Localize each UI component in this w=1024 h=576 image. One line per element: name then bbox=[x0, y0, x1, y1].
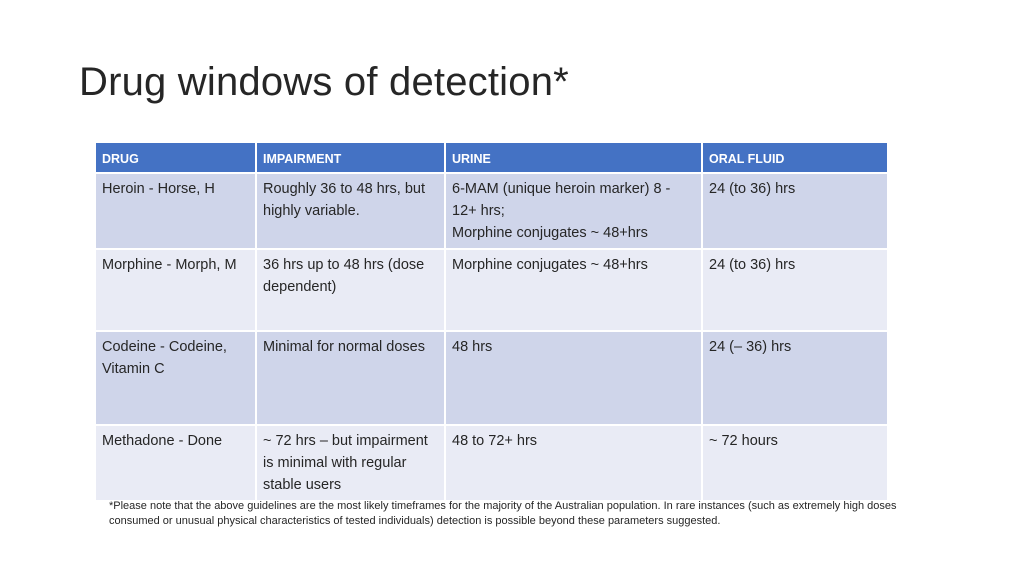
slide-title: Drug windows of detection* bbox=[79, 60, 569, 104]
header-impairment: IMPAIRMENT bbox=[256, 142, 445, 173]
header-drug: DRUG bbox=[95, 142, 256, 173]
table-header-row bbox=[95, 142, 888, 173]
cell-drug: Heroin - Horse, H bbox=[95, 173, 256, 249]
cell-drug: Morphine - Morph, M bbox=[95, 249, 256, 331]
cell-oral-fluid: ~ 72 hours bbox=[702, 425, 888, 501]
cell-urine-line: Morphine conjugates ~ 48+hrs bbox=[452, 225, 648, 241]
cell-oral-fluid: 24 (to 36) hrs bbox=[702, 249, 888, 331]
cell-drug: Codeine - Codeine, Vitamin C bbox=[95, 331, 256, 425]
cell-urine: 48 hrs bbox=[445, 331, 702, 425]
detection-table bbox=[94, 141, 889, 502]
cell-urine: Morphine conjugates ~ 48+hrs bbox=[445, 249, 702, 331]
cell-oral-fluid: 24 (– 36) hrs bbox=[702, 331, 888, 425]
cell-impairment: ~ 72 hrs – but impairment is minimal with regular stable users bbox=[256, 425, 445, 501]
cell-urine: 48 to 72+ hrs bbox=[445, 425, 702, 501]
cell-oral-fluid: 24 (to 36) hrs bbox=[702, 173, 888, 249]
cell-impairment: Roughly 36 to 48 hrs, but highly variable. bbox=[256, 173, 445, 249]
cell-drug: Methadone - Done bbox=[95, 425, 256, 501]
header-urine: URINE bbox=[445, 142, 702, 173]
table-row bbox=[95, 173, 888, 249]
cell-urine bbox=[445, 173, 702, 249]
header-oral-fluid: ORAL FLUID bbox=[702, 142, 888, 173]
cell-impairment: 36 hrs up to 48 hrs (dose dependent) bbox=[256, 249, 445, 331]
table-row bbox=[95, 331, 888, 425]
table-row bbox=[95, 425, 888, 501]
table-row bbox=[95, 249, 888, 331]
cell-urine-line: 6-MAM (unique heroin marker) 8 - 12+ hrs; bbox=[452, 181, 671, 219]
footnote: *Please note that the above guidelines are the most likely timeframes for the majority of the Australian population. In rare instances (such as extremely high doses consumed or unusual physical characteristics of tested individuals) detection is possible beyond these parameters suggested. bbox=[109, 500, 897, 527]
cell-impairment: Minimal for normal doses bbox=[256, 331, 445, 425]
